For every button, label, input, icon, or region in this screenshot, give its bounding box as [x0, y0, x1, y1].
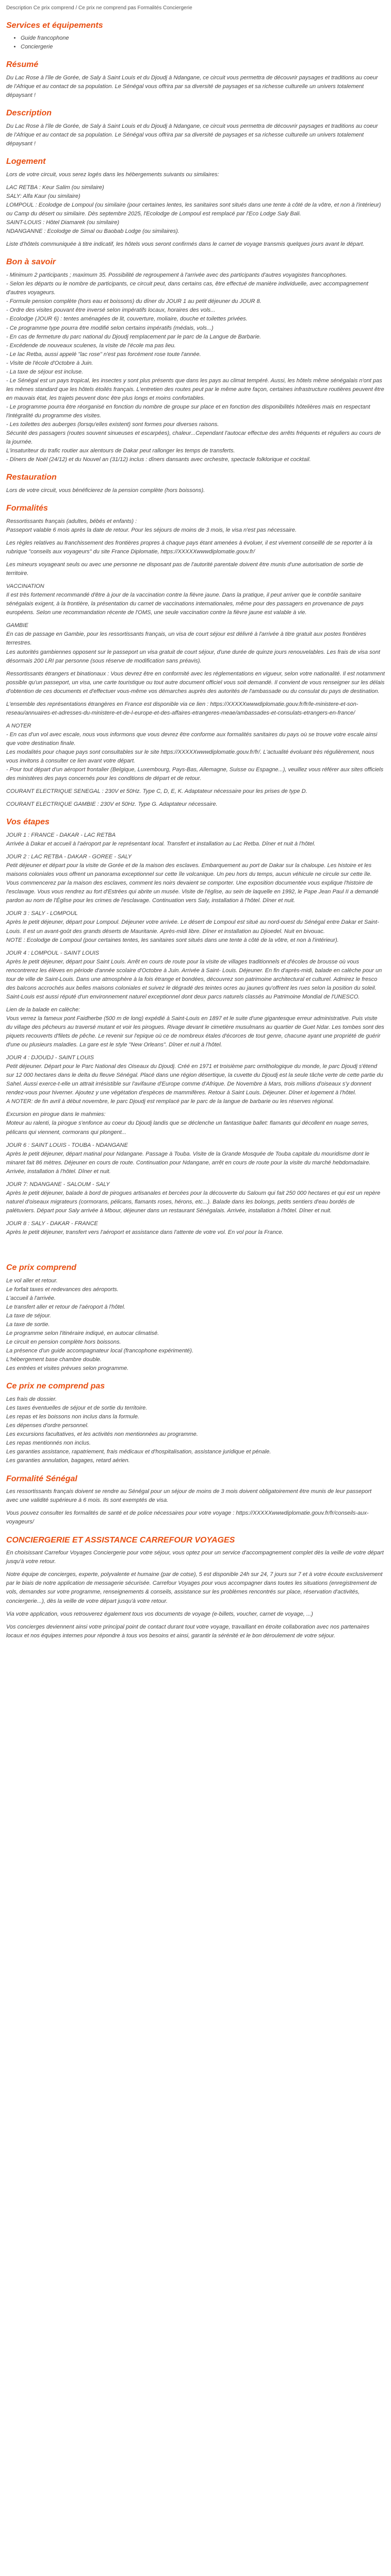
- vaccination-block: [6, 582, 385, 617]
- bon-savoir-line: - Excédende de nouveaux sculenes, la visite de l'école ma pas lieu.: [6, 342, 176, 349]
- services-item: • Guide francophone: [21, 34, 385, 43]
- bon-savoir-block: [6, 271, 385, 464]
- hotel-line: SAINT-LOUIS : Hôtel Diamarek (ou similaire): [6, 219, 120, 226]
- ne-comprend-item: Les dépenses d'ordre personnel.: [6, 1422, 89, 1429]
- gambie-heading: GAMBIE: [6, 622, 28, 629]
- bon-savoir-line: - La taxe de séjour est incluse.: [6, 368, 84, 375]
- comprend-item: Les entrées et visites prévues selon programme.: [6, 1365, 129, 1372]
- ne-comprend-item: Les garanties assistance, rapatriement, frais médicaux et d'hospitalisation, assistance juridique et pénale.: [6, 1449, 271, 1455]
- formalite-senegal-text: Les ressortissants français doivent se rendre au Sénégal pour un séjour de moins de 3 mois doivent obligatoirement être munis de leur passeport avec une validité supérieure à 6 mois. Ils sont exemptés de visa.: [6, 1488, 372, 1504]
- comprend-item: Le vol aller et retour.: [6, 1277, 58, 1284]
- bon-savoir-line: L'insaturiteur du trafic routier aux alentours de Dakar peut rallonger les temps de transferts.: [6, 448, 235, 454]
- comprend-item: L'accueil à l'arrivée.: [6, 1295, 56, 1301]
- services-item: • Conciergerie: [21, 43, 385, 52]
- gambie-text: Les autorités gambiennes opposent sur le passeport un visa gratuit de court séjour, d'une durée de quinze jours renouvelables. Les frais de visa sont désormais 200 LRI par personne (sous réserve de modification sans préavis).: [6, 649, 380, 664]
- formalites-paragraph: Les règles relatives au franchissement des frontières propres à chaque pays étant amenées à évoluer, il est vivement conseillé de se reporter à la rubrique "conseils aux voyageurs" du site France Diplomatie, https://XXXXXwwwdiplomatie.gouv.fr/: [6, 540, 372, 555]
- conciergerie-paragraph: Vos concierges deviennent ainsi votre principal point de contact durant tout votre voyage, travaillant en étroite collaboration avec nos partenaires locaux et nos équipes internes pour répondre à tous vos besoins et ainsi, garantir la sérénité et le bon déroulement de votre séjour.: [6, 1623, 370, 1639]
- bon-savoir-line: - Le programme pourra être réorganisé en fonction du nombre de groupe sur place et en fonction des disponibilités hôtelières mais en respectant l'intégralité du programme des visites.: [6, 403, 370, 419]
- ne-comprend-item: Les repas et les boissons non inclus dans la formule.: [6, 1414, 140, 1420]
- bon-savoir-line: - Ordre des visites pouvant être inversé selon impératifs locaux, horaires des vols...: [6, 307, 216, 314]
- vaccination-heading: VACCINATION: [6, 583, 44, 590]
- services-title: Services et équipements: [6, 21, 103, 30]
- ne-comprend-item: Les repas mentionnés non inclus.: [6, 1440, 91, 1447]
- formalites-line: Ressortissants français (adultes, bébés et enfants) :: [6, 518, 137, 524]
- ne-comprend-item: Les excursions facultatives, et les activités non mentionnées au programme.: [6, 1431, 198, 1438]
- a-noter-text: - En cas d'un vol avec escale, nous vous informons que vous devrez être conforme aux formalités sanitaires du pays où se trouve votre escale ainsi que votre destination finale.: [6, 731, 378, 747]
- formalites-paragraph: Ressortissants étrangers et binationaux : Vous devrez être en conformité avec les réglementations en vigueur, selon votre nationalité. Il est notamment possible qu'un passeport, un visa, une carte touristique ou tout autre document officiel vous soit demandé. Il convient de vous renseigner sur les délais d'obtention de ces documents et d'effectuer vous-même vos démarches auprès des autorités de l'ambassade ou du consulat du pays de destination.: [6, 670, 385, 694]
- ne-comprend-title: Ce prix ne comprend pas: [6, 1382, 105, 1391]
- formalite-senegal-title: Formalité Sénégal: [6, 1474, 77, 1483]
- bon-savoir-line: - Selon les départs ou le nombre de participants, ce circuit peut, dans certains cas, être effectué de manière individuelle, avec accompagnement d'autres voyageurs.: [6, 281, 368, 296]
- breadcrumb[interactable]: Description Ce prix comprend / Ce prix ne comprend pas Formalités Conciergerie: [6, 5, 192, 11]
- hotel-line: SALY: Alfa Kaur (ou similaire): [6, 193, 80, 200]
- bon-savoir-line: - Ecolodge (JOUR 6) : tentes aménagées de lit, couverture, moliaire, douche et toilettes privées.: [6, 316, 248, 323]
- etape-day: JOUR 4 : DJOUDJ - SAINT LOUIS Petit déjeuner. Départ pour le Parc National des Oiseaux du Djoudj. Créé en 1971 et troisième parc ornithologique du monde, le parc Djoudj s'étend sur 12 000 hectares dans le delta du fleuve Sénégal. Placé dans une région désertique, la cuvette du Djoudj est la seule tâche verte de cette partie du Sahel. Aussi exerce-t-elle un attrait irrésistible sur l'avifaune d'Europe comme d'Afrique. De Novembre à Mars, trois millions d'oiseaux s'y donnent rendez-vous pour hiverner. Ajoutez y une végétation d'espèces de mammifères. Retour à Saint Louis. Déjeuner. Dîner et logement à l'hôtel. A NOTER: de fin avril à début novembre, le parc Djoudj est remplacé par le parc de la langue de barbarie ou les réserves régional.: [6, 1055, 383, 1105]
- bon-savoir-line: Sécurité des passagers (routes souvent sinueuses et escarpées), chaleur...Cependant l'autocar effectue des arrêts fréquents et réguliers au cours de la journée.: [6, 430, 381, 446]
- conciergerie-title: CONCIERGERIE ET ASSISTANCE CARREFOUR VOYAGES: [6, 1535, 235, 1545]
- formalites-line: Passeport valable 6 mois après la date de retour. Pour les séjours de moins de 3 mois, le visa n'est pas nécessaire.: [6, 527, 297, 533]
- a-noter-heading: A NOTER: [6, 722, 31, 729]
- resume-text: Du Lac Rose à l'île de Gorée, de Saly à Saint Louis et du Djoudj à Ndangane, ce circuit vous permettra de découvrir paysages et traditions au coeur de l'Afrique et au contact de sa population. Le Sénégal vous offrira par sa diversité de paysages et sa richesse culturelle un univers totalement dépaysant !: [6, 75, 378, 99]
- courant-gambie: COURANT ELECTRIQUE GAMBIE : 230V et 50Hz. Type G. Adaptateur nécessaire.: [6, 801, 218, 808]
- description-title: Description: [6, 109, 52, 118]
- ne-comprend-list: [6, 1395, 385, 1465]
- etape-day: JOUR 4 : LOMPOUL - SAINT LOUIS Après le petit déjeuner, départ pour Saint Louis. Arrêt en cours de route pour la visite de villages traditionnels et d'écoles de brousse où vous rencontrerez les élèves en période d'année scolaire d'Octobre à Juin. Arrivée à Saint- Louis. Déjeuner. En fin d'après-midi, balade en calèche pour un tour de ville de Saint-Louis. Dans une atmosphère à la fois étrange et bondées, découvrez son patrimoine architectural et culturel. Admirez le fresco des balcons accrochés aux belles maisons coloniales et suivez le dégradé des teintes ocres au jaunes qu'offrent les rues selon la position du soleil. Saint-Louis est aussi réputé d'un environnement naturel exceptionnel dont deux parcs naturels classés au Patrimoine Mondial de l'UNESCO.: [6, 950, 382, 1000]
- gambie-block: [6, 621, 385, 665]
- formalites-paragraph: L'ensemble des représentations étrangères en France est disponible via ce lien : https://XXXXXwwwdiplomatie.gouv.fr/fr/le-ministere-et-son-reseau/annuaires-et-adresses-du-ministere-et-de-l-europe-et-des-affaires-etrangeres-meae/ambassades-et-consulats-etrangers-en-france/: [6, 701, 359, 716]
- hotel-line: LOMPOUL : Ecolodge de Lompoul (ou similaire (pour certaines lentes, les sanitaires sont situés dans une tente à côté de la vôtre, et non à l'intérieur) ou Camp du désert ou similaire. Dès septembre 2025, l'Ecolodge de Lompoul est remplacé par l'Eco Lodge Saly Bali.: [6, 202, 381, 217]
- page: [6, 4, 385, 1640]
- restauration-title: Restauration: [6, 473, 57, 482]
- ne-comprend-item: Les taxes éventuelles de séjour et de sortie du territoire.: [6, 1405, 148, 1412]
- logement-hotels: [6, 183, 385, 236]
- etape-day: Excursion en pirogue dans le mahmies: Moteur au ralenti, la pirogue s'enfonce au coeur du Djoudj landis que se déclenche un fantastique ballet: flamants qui décollent en nuage serres, pélicans qui viennent, cormorans qui plongent...: [6, 1111, 369, 1136]
- bon-savoir-line: - Formule pension complète (hors eau et boissons) du dîner du JOUR 1 au petit déjeuner du JOUR 8.: [6, 298, 262, 305]
- restauration-text: Lors de votre circuit, vous bénéficierez de la pension complète (hors boissons).: [6, 487, 205, 494]
- comprend-title: Ce prix comprend: [6, 1263, 77, 1273]
- services-list: [6, 34, 385, 52]
- comprend-item: La taxe de sortie.: [6, 1321, 50, 1328]
- courant-senegal: COURANT ELECTRIQUE SENEGAL : 230V et 50Hz. Type C, D, E, K. Adaptateur nécessaire pour les prises de type D.: [6, 788, 307, 795]
- bon-savoir-line: - Ce programme type pourra être modifié selon certains impératifs (médais, vols...): [6, 325, 214, 331]
- bon-savoir-line: - Dîners de Noël (24/12) et du Nouvel an (31/12) inclus : dîners dansants avec orchestre, spectacle folklorique et cocktail.: [6, 456, 311, 463]
- bon-savoir-title: Bon à savoir: [6, 258, 56, 267]
- formalites-paragraph: Les mineurs voyageant seuls ou avec une personne ne disposant pas de l'autorité parentale doivent être munis d'une autorisation de sortie de territoire.: [6, 562, 364, 577]
- vaccination-text: Il est très fortement recommandé d'être à jour de la vaccination contre la fièvre jaune. Dans la pratique, il peut arriver que le contrôle sanitaire sénégalais exigent, à la frontière, la présentation du carnet de vaccinations internationales, même pour des passagers en provenance de pays européens. Selon une recommandation récente de l'OMS, une seule vaccination contre la fièvre jaune est valable à vie.: [6, 592, 364, 616]
- bon-savoir-line: - Les toilettes des auberges (lorsqu'elles existent) sont formes pour diverses raisons.: [6, 421, 219, 428]
- a-noter-text: Les modalités pour chaque pays sont consultables sur le site https://XXXXXwwwdiplomatie.gouv.fr/fr/. L'actualité évoluant très régulièrement, nous vous invitons à consulter ce lien avant votre départ.: [6, 749, 374, 765]
- formalites-intro: [6, 517, 385, 535]
- etape-day: JOUR 6 : SAINT LOUIS - TOUBA - NDANGANE Après le petit déjeuner, départ matinal pour Ndangane. Passage à Touba. Visite de la Grande Mosquée de Touba capitale du mouridisme dont le minaret fait 86 mètres. Déjeuner en cours de route. Continuation pour Ndangane, arrêt en cours de route pour la visite du marché hebdomadaire. Arrivée, installation à l'hôtel. Dîner et nuit.: [6, 1142, 371, 1175]
- conciergerie-paragraph: Notre équipe de concierges, experte, polyvalente et humaine (par de cotse), 5 est disponible 24h sur 24, 7 jours sur 7 et à votre écoute exclusivement par le biais de notre application de messagerie sécurisée. Carrefour Voyages pour vous accompagner dans toutes les situations (enregistrement de vols, demandes sur votre programme, renseignements & conseils, assistance sur les problèmes rencontrés sur place, réservation d'activités, conciergerie...), dès la veille de votre départ jusqu'à votre retour.: [6, 1571, 383, 1604]
- etape-day: JOUR 3 : SALY - LOMPOUL Après le petit déjeuner, départ pour Lompoul. Déjeuner votre arrivée. Le désert de Lompoul est situé au nord-ouest du Sénégal entre Dakar et Saint-Louis. Il est un avant-goût des grands déserts de Mauritanie. Après-midi libre. Dîner et installation au Djioedel. Nuit en bivouac. NOTE : Ecolodge de Lompoul (pour certaines tentes, les sanitaires sont situés dans une tente à côté de la vôtre, et non à l'intérieur).: [6, 910, 379, 943]
- conciergerie-paragraph: Via votre application, vous retrouverez également tous vos documents de voyage (e-billets, voucher, carnet de voyage, ...): [6, 1611, 313, 1617]
- bon-savoir-line: - Minimum 2 participants ; maximum 35. Possibilité de regroupement à l'arrivée avec des participants d'autres voyagistes francophones.: [6, 272, 347, 279]
- etape-day: Lien de la balade en calèche: Vous verrez la fameux pont Faidherbe (500 m de long) expédié à Saint-Louis en 1897 et le suite d'une gigantesque erreur administrative. Puis visite du village des pêcheurs au traversé mutant et voir les pirogues. Rivage devant le cimetière musulmans au quartier de Guet Ndar. Les tombes sont des piquets recouverts d'filets de pêche. Le revenir sur l'epique où ce de nombreux étales d'écorces de tout genre, chacune ayant une propriété de guérir d'une ou plusieurs maladies. La gare est le style "New Orleans". Dîner et nuit à l'hôtel.: [6, 1006, 384, 1048]
- comprend-item: La présence d'un guide accompagnateur local (francophone expérimenté).: [6, 1348, 193, 1354]
- a-noter-text: - Pour tout départ d'un aéroport frontalier (Belgique, Luxembourg, Pays-Bas, Allemagne, Suisse ou Espagne...), veuillez vous référer aux sites officiels des ministères des pays concernés pour les conditions de départ et de retour.: [6, 767, 384, 782]
- hotel-line: NDANGANNE : Ecolodge de Simal ou Baobab Lodge (ou similaires).: [6, 228, 180, 235]
- logement-note: Liste d'hôtels communiquée à titre indicatif, les hôtels vous seront confirmés dans le carnet de voyage transmis quelques jours avant le départ.: [6, 241, 365, 248]
- resume-title: Résumé: [6, 60, 39, 70]
- etape-day: JOUR 7: NDANGANE - SALOUM - SALY Après le petit déjeuner, balade à bord de pirogues artisanales et bercées pour la découverte du Saloum qui fait 250 000 hectares et qui est un repère naturel d'oiseaux migrateurs (cormorans, pélicans, flamants roses, hérons, etc...). Balade dans les bolongs, petits sentiers d'eau bordés de palétuviers. Départ pour Saly arrivée à Mbour, déjeuner dans un restaurant Sénégalais. Arrivée, installation à l'hôtel. Dîner et nuit.: [6, 1181, 381, 1214]
- logement-title: Logement: [6, 157, 46, 166]
- comprend-list: [6, 1277, 385, 1374]
- etapes-title: Vos étapes: [6, 818, 50, 827]
- etape-day: JOUR 2 : LAC RETBA - DAKAR - GOREE - SALY Petit déjeuner et départ pour la visite de Gorée et de la maison des esclaves. Embarquement au port de Dakar sur la chaloupe. Les histoire et les maisons coloniales vous offrent un panorama exceptionnel sur cette île volcanique. Un peu hors du temps, aucun véhicule ne circule sur cette île. Vous commencerez par la maison des esclaves, comment les noirs devaient se comporter. Une exposition documentée vous explique l'histoire de l'esclavage. Vous vous rendrez au fort d'Estrées qui abrite un musée. Visite de l'église, au sein de laquelle en 1992, le Pape Jean Paul II a demandé pardon au nom de l'Église pour les crimes de l'esclavage. Continuation vers Saly, installation à l'hôtel. Dîner et nuit.: [6, 854, 379, 904]
- hotel-line: LAC RETBA : Keur Salim (ou similaire): [6, 184, 104, 191]
- ne-comprend-item: Les frais de dossier.: [6, 1396, 57, 1403]
- a-noter-block: [6, 722, 385, 783]
- ne-comprend-item: Les garanties annulation, bagages, retard aérien.: [6, 1458, 130, 1464]
- bon-savoir-line: - Visite de l'école d'Octobre à Juin.: [6, 360, 93, 366]
- etape-day: JOUR 1 : FRANCE - DAKAR - LAC RETBA Arrivée à Dakar et accueil à l'aéroport par le représentant local. Transfert et installation au Lac Retba. Dîner et nuit à l'hôtel.: [6, 832, 316, 848]
- conciergerie-paragraph: En choisissant Carrefour Voyages Conciergerie pour votre séjour, vous optez pour un service d'accompagnement complet dès la veille de votre départ jusqu'à votre retour.: [6, 1550, 384, 1565]
- logement-intro: Lors de votre circuit, vous serez logés dans les hébergements suivants ou similaires:: [6, 172, 219, 178]
- comprend-item: La taxe de séjour.: [6, 1313, 52, 1319]
- bon-savoir-line: - En cas de fermeture du parc national du Djoudj remplacement par le parc de la Langue de Barbarie.: [6, 333, 262, 340]
- bon-savoir-line: - Le Sénégal est un pays tropical, les insectes y sont plus présents que dans les pays au climat tempéré. Aussi, les hôtels même sénégalais n'ont pas les mêmes standard que les hôtels étoilés français. L'entretien des routes peut par le même autre façon, certaines infrastructure routières peuvent être en mauvais état, les trajets peuvent donc être plus longs et moins confortables.: [6, 377, 384, 401]
- description-text: Du Lac Rose à l'île de Gorée, de Saly à Saint Louis et du Djoudj à Ndangane, ce circuit vous permettra de découvrir paysages et traditions au coeur de l'Afrique et au contact de sa population. Le Sénégal vous offrira par sa diversité de paysages et sa richesse culturelle un univers totalement dépaysant !: [6, 123, 378, 147]
- etape-day: JOUR 8 : SALY - DAKAR - FRANCE Après le petit déjeuner, transfert vers l'aéroport et assistance dans l'attente de votre vol. En vol pour la France.: [6, 1220, 284, 1235]
- formalites-title: Formalités: [6, 504, 48, 513]
- comprend-item: Le programme selon l'itinéraire indiqué, en autocar climatisé.: [6, 1330, 159, 1337]
- comprend-item: Le forfait taxes et redevances des aéroports.: [6, 1286, 119, 1293]
- comprend-item: Le transfert aller et retour de l'aéroport à l'hôtel.: [6, 1303, 126, 1310]
- bon-savoir-line: - Le lac Retba, aussi appelé "lac rose" n'est pas forcément rose toute l'année.: [6, 351, 201, 358]
- formalite-senegal-link-text[interactable]: Vous pouvez consulter les formalités de santé et de police nécessaires pour votre voyage : https://XXXXXwwwdiplomatie.gouv.fr/fr/conseils-aux-voyageurs/: [6, 1510, 369, 1526]
- comprend-item: Le circuit en pension complète hors boissons.: [6, 1339, 121, 1346]
- comprend-item: L'hébergement base chambre double.: [6, 1357, 102, 1363]
- gambie-text: En cas de passage en Gambie, pour les ressortissants français, un visa de court séjour est délivré à l'arrivée à titre gratuit aux postes frontières terrestres.: [6, 631, 366, 647]
